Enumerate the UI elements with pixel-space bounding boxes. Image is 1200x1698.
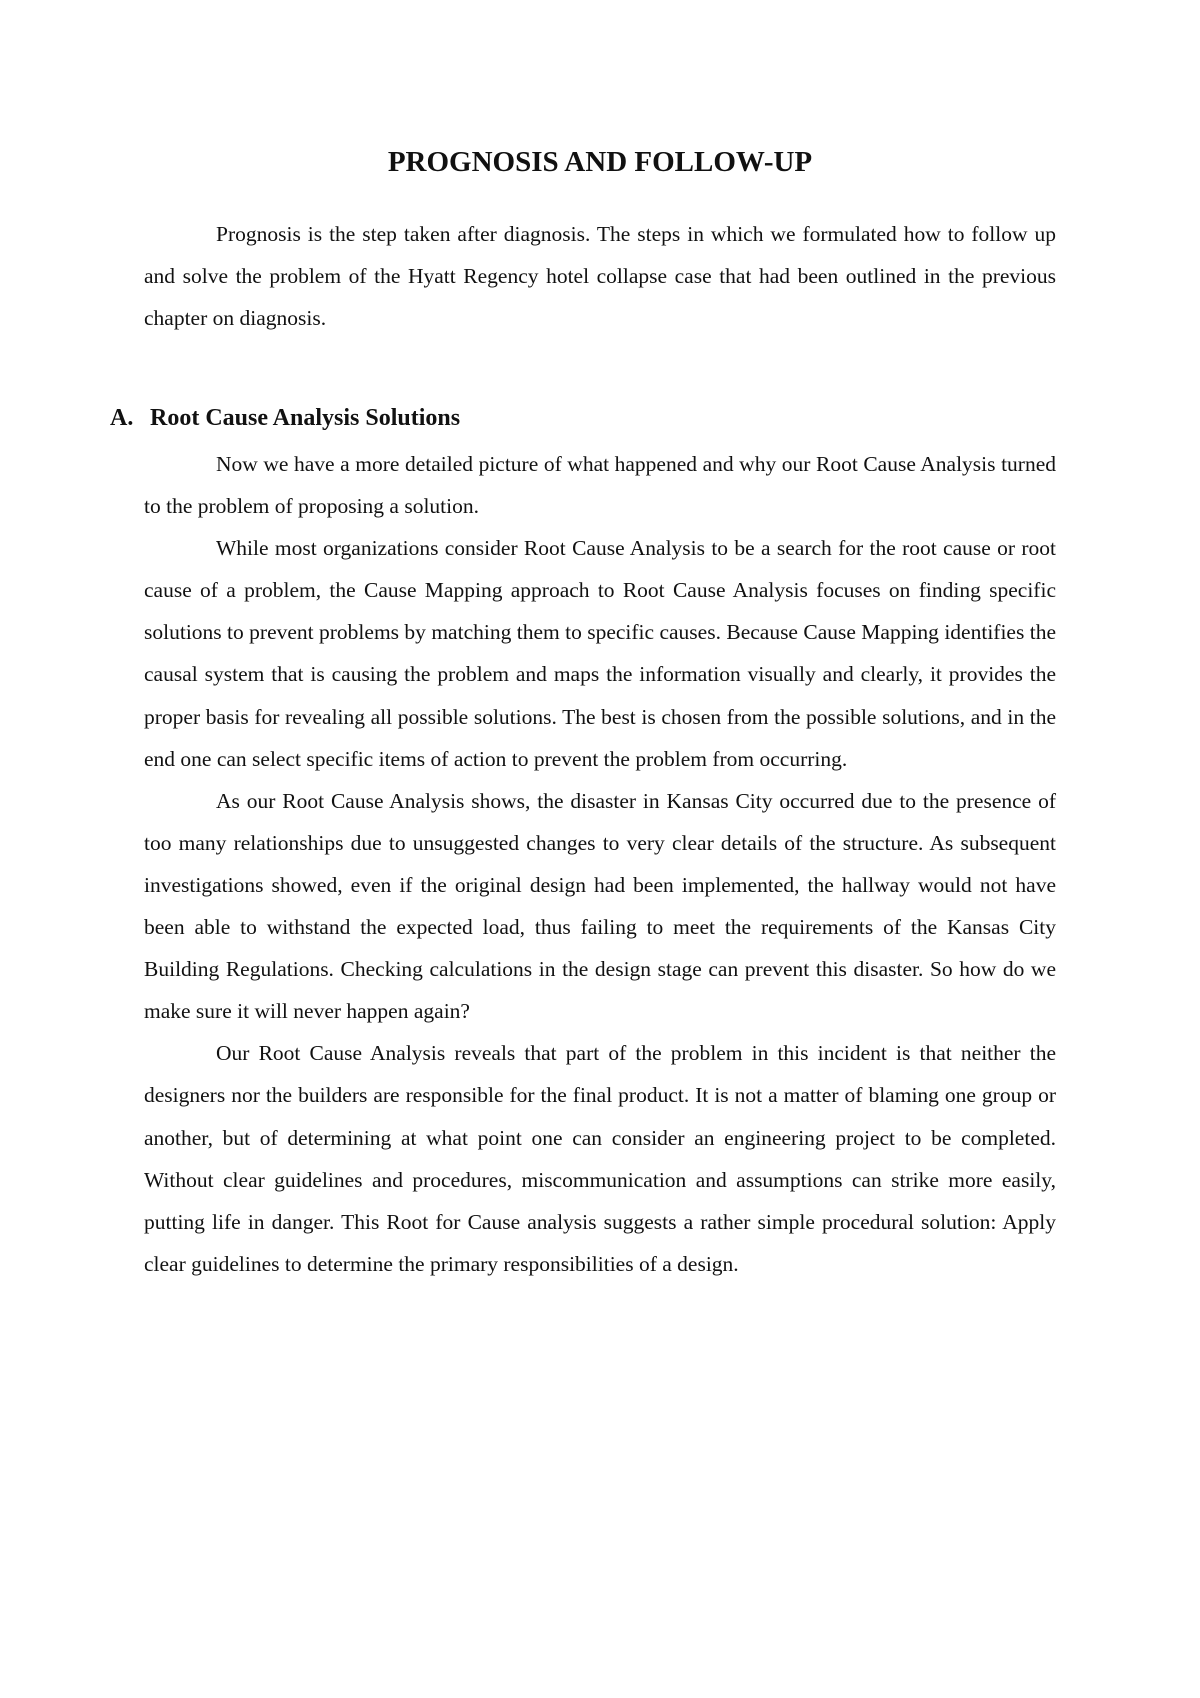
section-a-paragraph-4: Our Root Cause Analysis reveals that part of the problem in this incident is that neither the designers nor the builders are responsible for the final product. It is not a matter of blaming one group or another, but of determining at what point one can consider an engineering project to be completed. Without clear guidelines and procedures, miscommunication and assumptions can strike more easily, putting life in danger. This Root for Cause analysis suggests a rather simple procedural solution: Apply clear guidelines to determine the primary responsibilities of a design. <box>144 1041 1056 1276</box>
intro-paragraph: Prognosis is the step taken after diagnosis. The steps in which we formulated how to follow up and solve the problem of the Hyatt Regency hotel collapse case that had been outlined in the previous chapter on diagnosis. <box>144 222 1056 331</box>
section-a-marker: A. <box>110 405 134 431</box>
section-a-paragraph-3: As our Root Cause Analysis shows, the disaster in Kansas City occurred due to the presence of too many relationships due to unsuggested changes to very clear details of the structure. As subsequent investigations showed, even if the original design had been implemented, the hallway would not have been able to withstand the expected load, thus failing to meet the requirements of the Kansas City Building Regulations. Checking calculations in the design stage can prevent this disaster. So how do we make sure it will never happen again? <box>144 788 1056 1024</box>
section-a-paragraph-1: Now we have a more detailed picture of what happened and why our Root Cause Analysis turned to the problem of proposing a solution. <box>144 452 1056 519</box>
section-a-body <box>144 443 1056 1285</box>
section-a-title: Root Cause Analysis Solutions <box>150 405 461 431</box>
intro-section <box>144 213 1056 339</box>
section-a-heading <box>110 398 460 438</box>
section-a-paragraph-2: While most organizations consider Root Cause Analysis to be a search for the root cause or root cause of a problem, the Cause Mapping approach to Root Cause Analysis focuses on finding specific solutions to prevent problems by matching them to specific causes. Because Cause Mapping identifies the causal system that is causing the problem and maps the information visually and clearly, it provides the proper basis for revealing all possible solutions. The best is chosen from the possible solutions, and in the end one can select specific items of action to prevent the problem from occurring. <box>144 536 1056 771</box>
page-title: PROGNOSIS AND FOLLOW-UP <box>387 146 813 178</box>
